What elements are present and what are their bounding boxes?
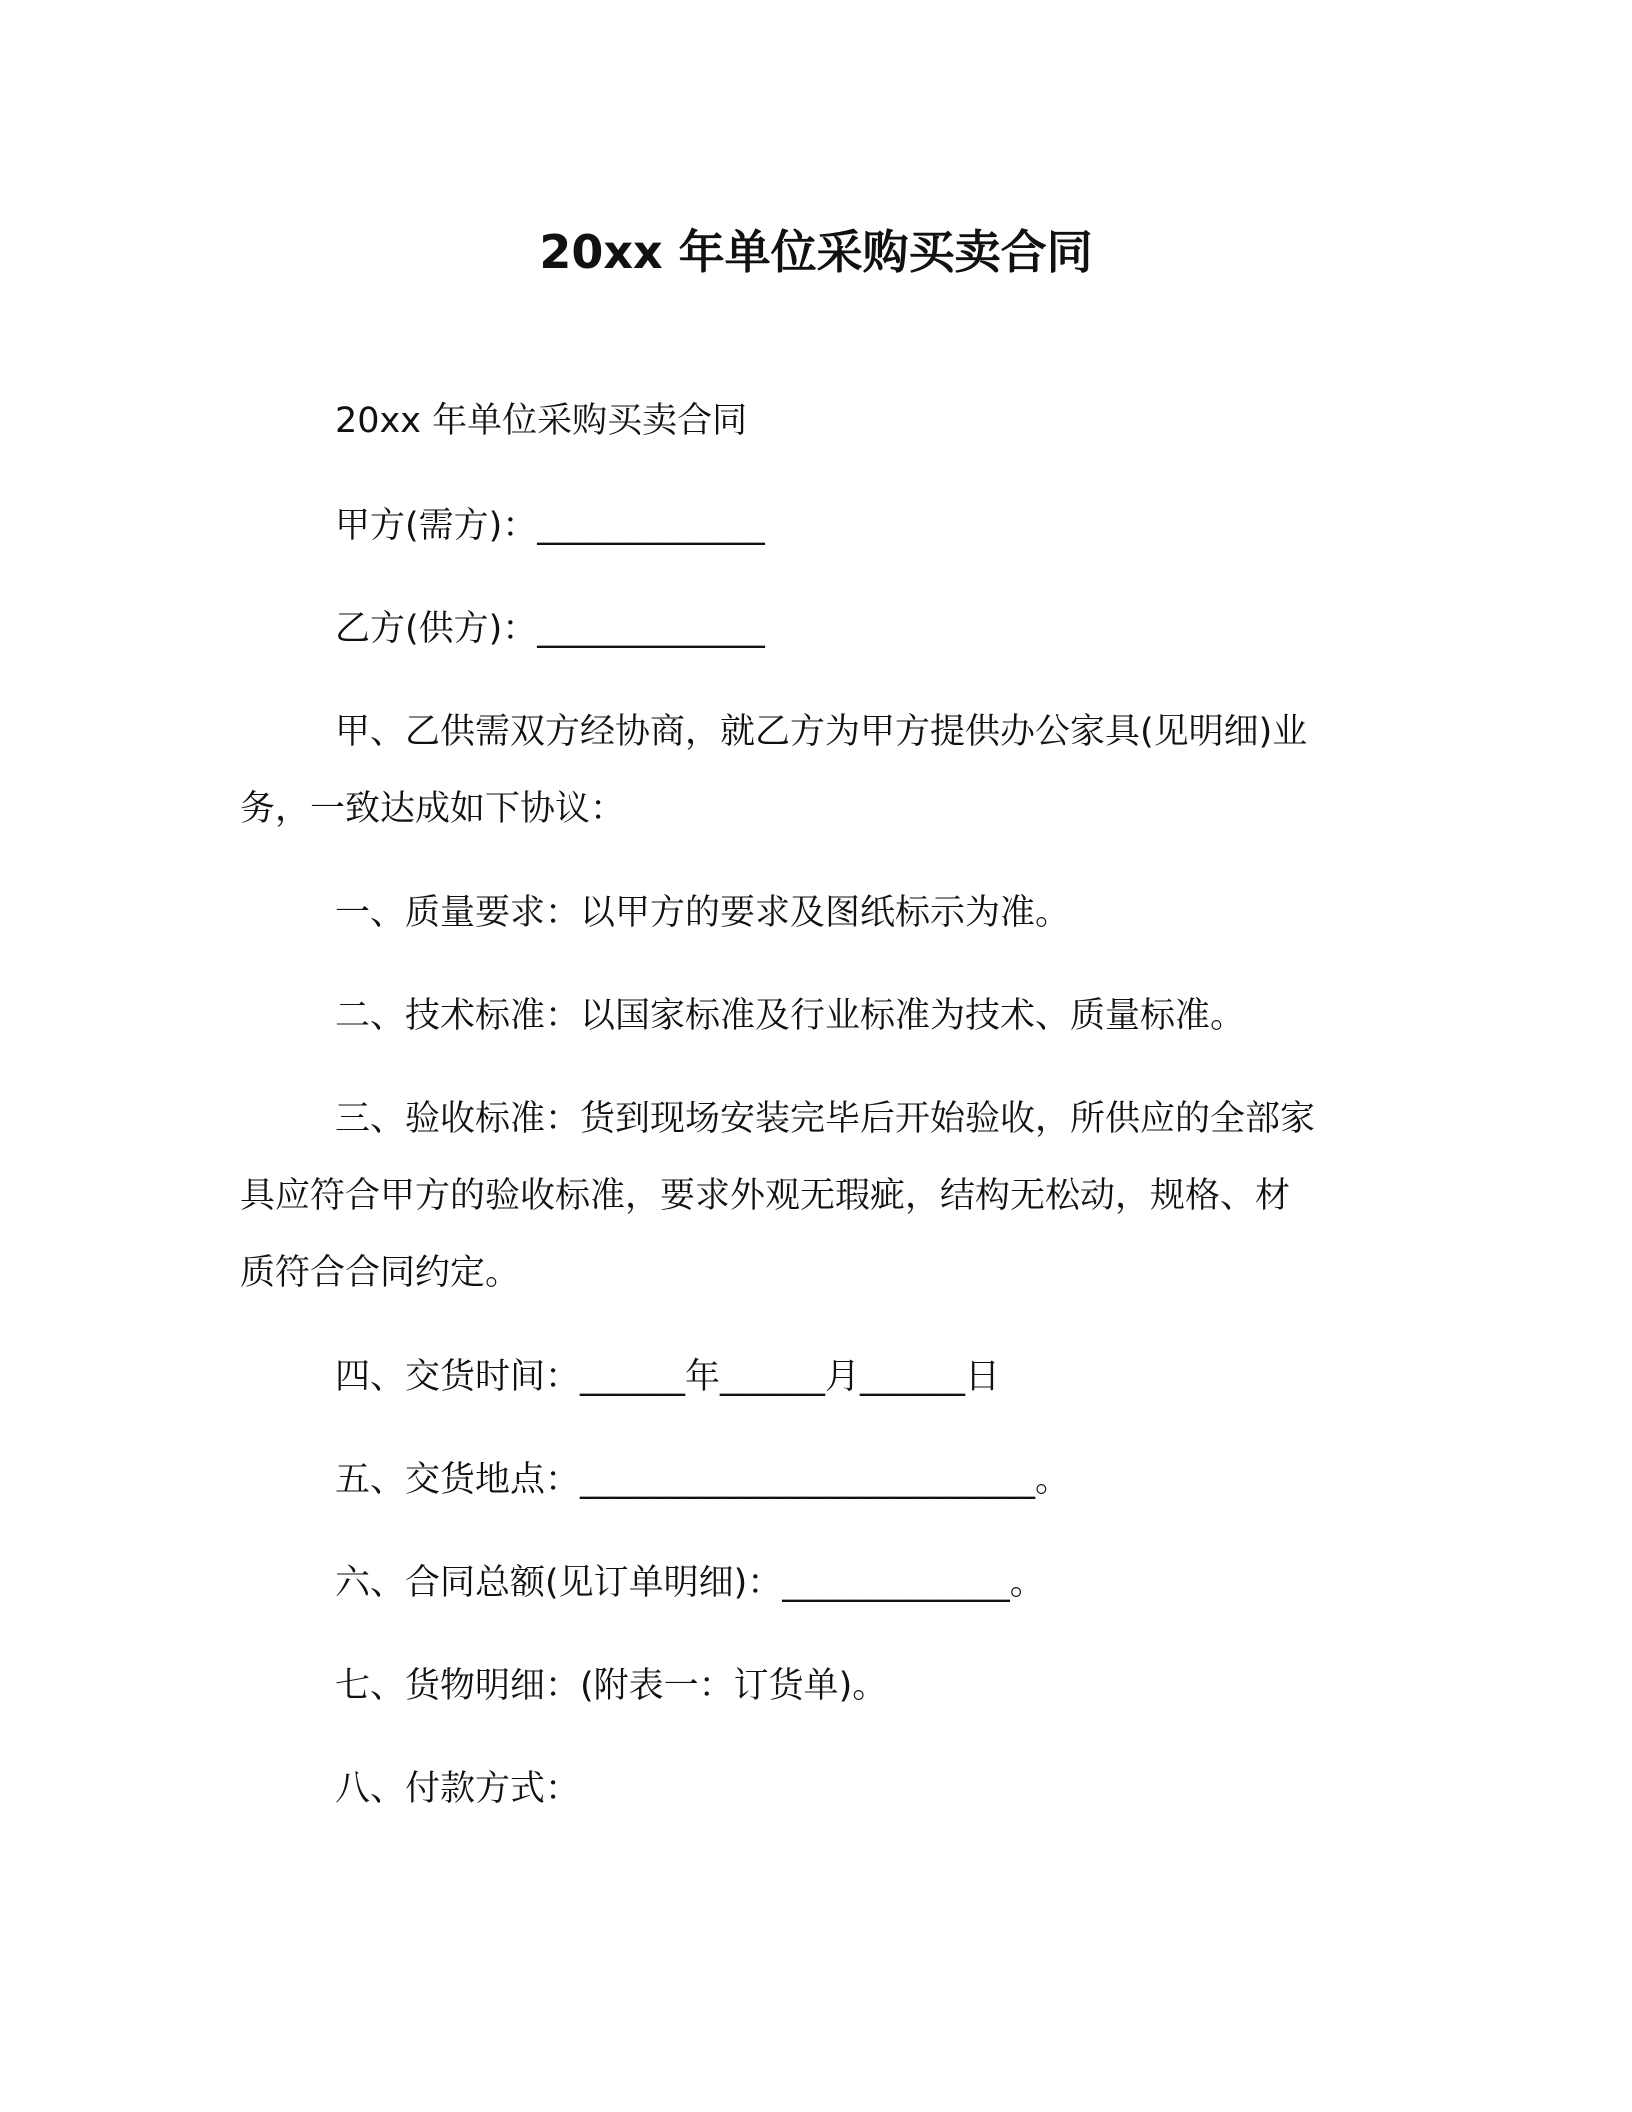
intro-line-1: 甲、乙供需双方经协商，就乙方为甲方提供办公家具(见明细)业	[335, 712, 1308, 752]
clause-acceptance-line-2: 具应符合甲方的验收标准，要求外观无瑕疵，结构无松动，规格、材	[240, 1176, 1291, 1216]
intro-paragraph	[240, 694, 1380, 848]
party-a-field: 甲方(需方)：_____________	[335, 506, 765, 546]
clause-contract-total: 六、合同总额(见订单明细)：_____________。	[335, 1563, 1045, 1603]
clause-delivery-place: 五、交货地点：__________________________。	[335, 1460, 1071, 1500]
document-title: 20xx 年单位采购买卖合同	[539, 225, 1093, 279]
clause-technical-standard: 二、技术标准：以国家标准及行业标准为技术、质量标准。	[335, 996, 1246, 1036]
clause-goods-detail: 七、货物明细：(附表一：订货单)。	[335, 1666, 888, 1706]
clause-acceptance-line-3: 质符合合同约定。	[240, 1253, 521, 1293]
clause-quality: 一、质量要求：以甲方的要求及图纸标示为准。	[335, 893, 1071, 933]
clause-payment-method: 八、付款方式：	[335, 1769, 581, 1809]
document-subtitle: 20xx 年单位采购买卖合同	[335, 401, 748, 441]
clause-acceptance-line-1: 三、验收标准：货到现场安装完毕后开始验收，所供应的全部家	[335, 1099, 1316, 1139]
intro-line-2: 务，一致达成如下协议：	[240, 789, 626, 829]
clause-acceptance	[240, 1081, 1380, 1312]
party-b-field: 乙方(供方)：_____________	[335, 609, 765, 649]
clause-delivery-time: 四、交货时间：______年______月______日	[335, 1357, 1001, 1397]
